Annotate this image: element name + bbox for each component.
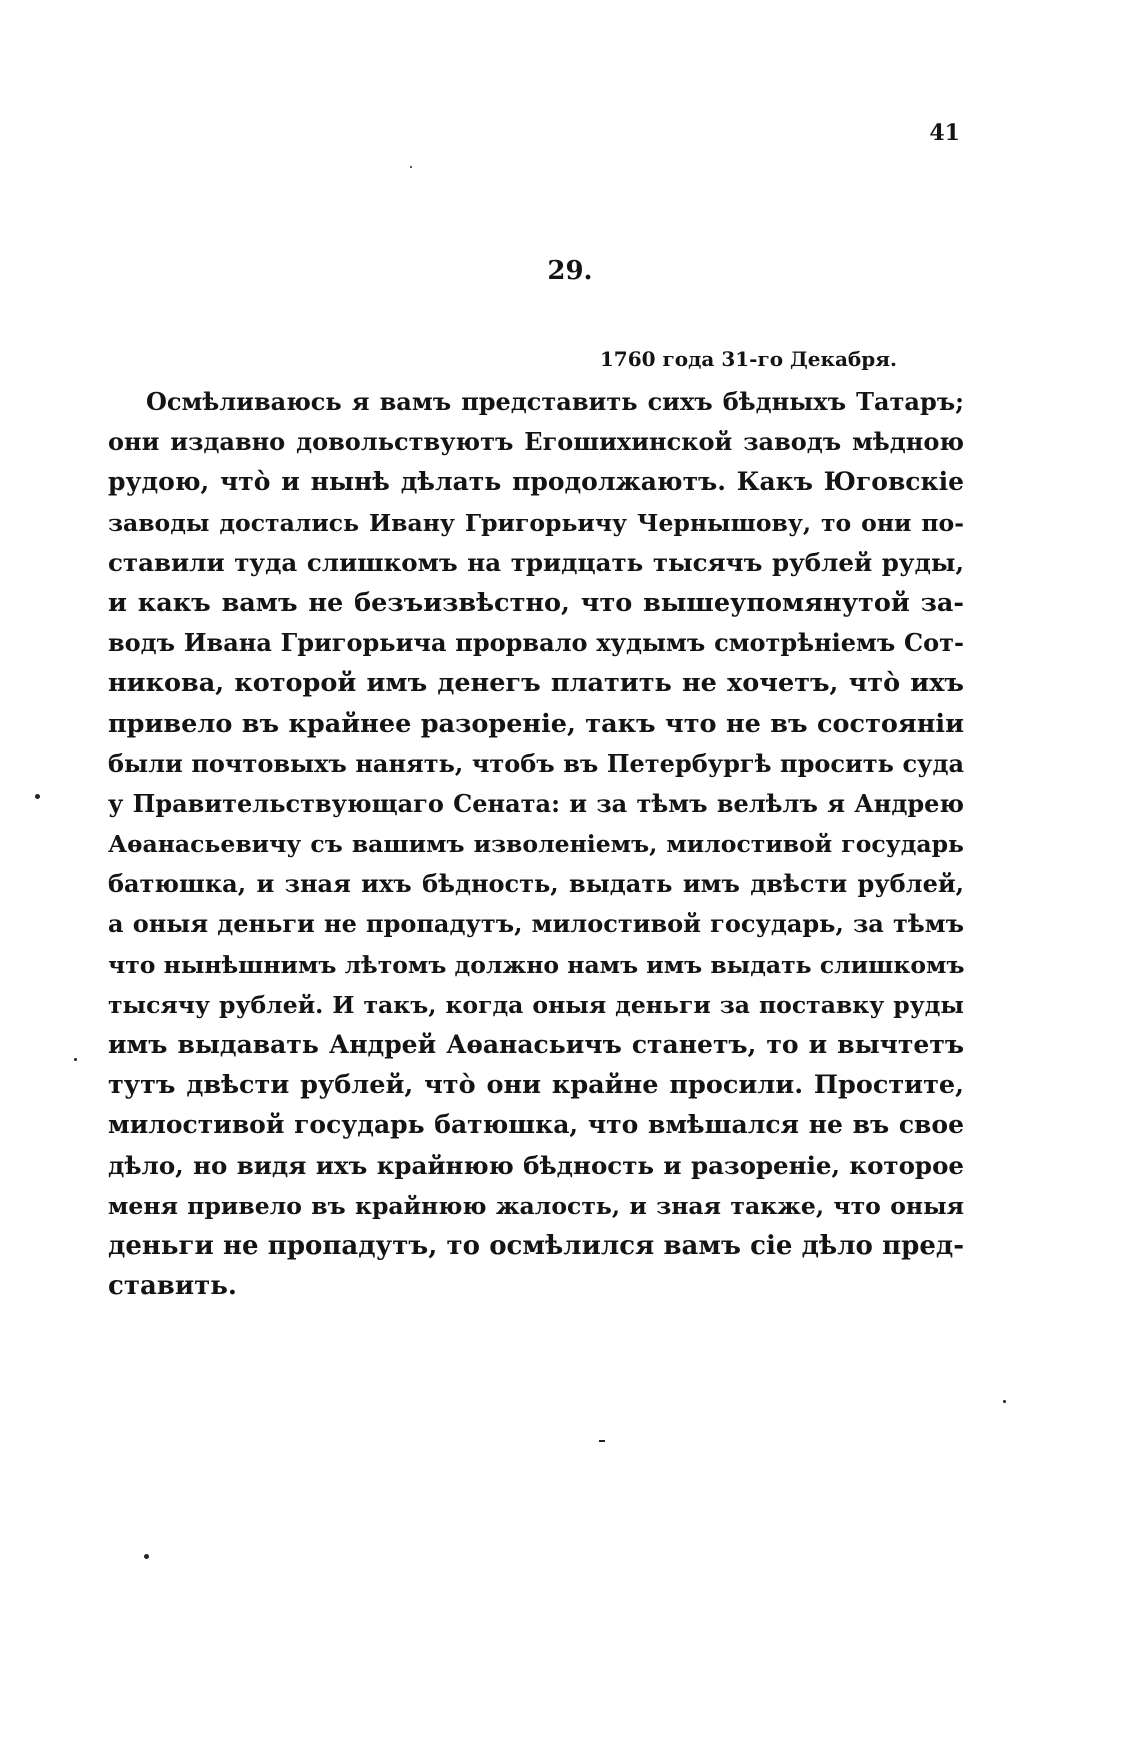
scan-speck xyxy=(599,1440,605,1442)
text-line: Осмѣливаюсь я вамъ представить сихъ бѣдныхъ Татаръ; xyxy=(146,387,964,416)
text-line: милостивой государь батюшка, что вмѣшался не въ свое xyxy=(108,1110,964,1140)
scan-speck xyxy=(144,1554,149,1559)
page-number: 41 xyxy=(929,120,960,146)
text-line: меня привело въ крайнюю жалость, и зная также, что оныя xyxy=(108,1191,964,1220)
text-line: они издавно довольствуютъ Егошихинской заводъ мѣдною xyxy=(108,427,964,457)
text-line: имъ выдавать Андрей Аѳанасьичъ станетъ, то и вычтетъ xyxy=(108,1030,964,1059)
text-line: дѣло, но видя ихъ крайнюю бѣдность и разореніе, которое xyxy=(108,1150,964,1180)
text-line: никова, которой имъ денегъ платить не хочетъ, что̀ ихъ xyxy=(108,668,964,699)
scan-speck xyxy=(74,1058,77,1061)
text-line: и какъ вамъ не безъизвѣстно, что вышеупомянутой за- xyxy=(108,587,964,618)
text-line: ставить. xyxy=(108,1271,237,1302)
text-line: батюшка, и зная ихъ бѣдность, выдать имъ двѣсти рублей, xyxy=(108,869,964,899)
text-line: привело въ крайнее разореніе, такъ что не въ состояніи xyxy=(108,708,964,739)
scan-speck xyxy=(35,794,40,799)
text-line: заводы достались Ивану Григорьичу Чернышову, то они по- xyxy=(108,508,964,537)
letter-number: 29. xyxy=(547,256,593,286)
text-line: Аѳанасьевичу съ вашимъ изволеніемъ, милостивой государь xyxy=(108,830,964,859)
text-line: а оныя деньги не пропадутъ, милостивой государь, за тѣмъ xyxy=(108,909,964,939)
text-line: деньги не пропадутъ, то осмѣлился вамъ сіе дѣло пред- xyxy=(108,1230,964,1261)
text-line: что нынѣшнимъ лѣтомъ должно намъ имъ выдать слишкомъ xyxy=(108,950,964,979)
text-line: тутъ двѣсти рублей, что̀ они крайне просили. Простите, xyxy=(108,1070,964,1101)
text-line: тысячу рублей. И такъ, когда оныя деньги за поставку руды xyxy=(108,990,964,1019)
text-line: были почтовыхъ нанять, чтобъ въ Петербургѣ просить суда xyxy=(108,748,964,778)
scan-speck xyxy=(1003,1400,1006,1403)
text-line: у Правительствующаго Сената: и за тѣмъ велѣлъ я Андрею xyxy=(108,788,964,818)
text-line: рудою, что̀ и нынѣ дѣлать продолжаютъ. Какъ Юговскіе xyxy=(108,467,964,497)
text-line: водъ Ивана Григорьича прорвало худымъ смотрѣніемъ Сот- xyxy=(108,628,964,658)
text-line: ставили туда слишкомъ на тридцать тысячъ рублей руды, xyxy=(108,547,964,577)
letter-body xyxy=(108,382,964,1306)
dateline: 1760 года 31-го Декабря. xyxy=(599,347,897,371)
scan-speck xyxy=(410,166,412,168)
